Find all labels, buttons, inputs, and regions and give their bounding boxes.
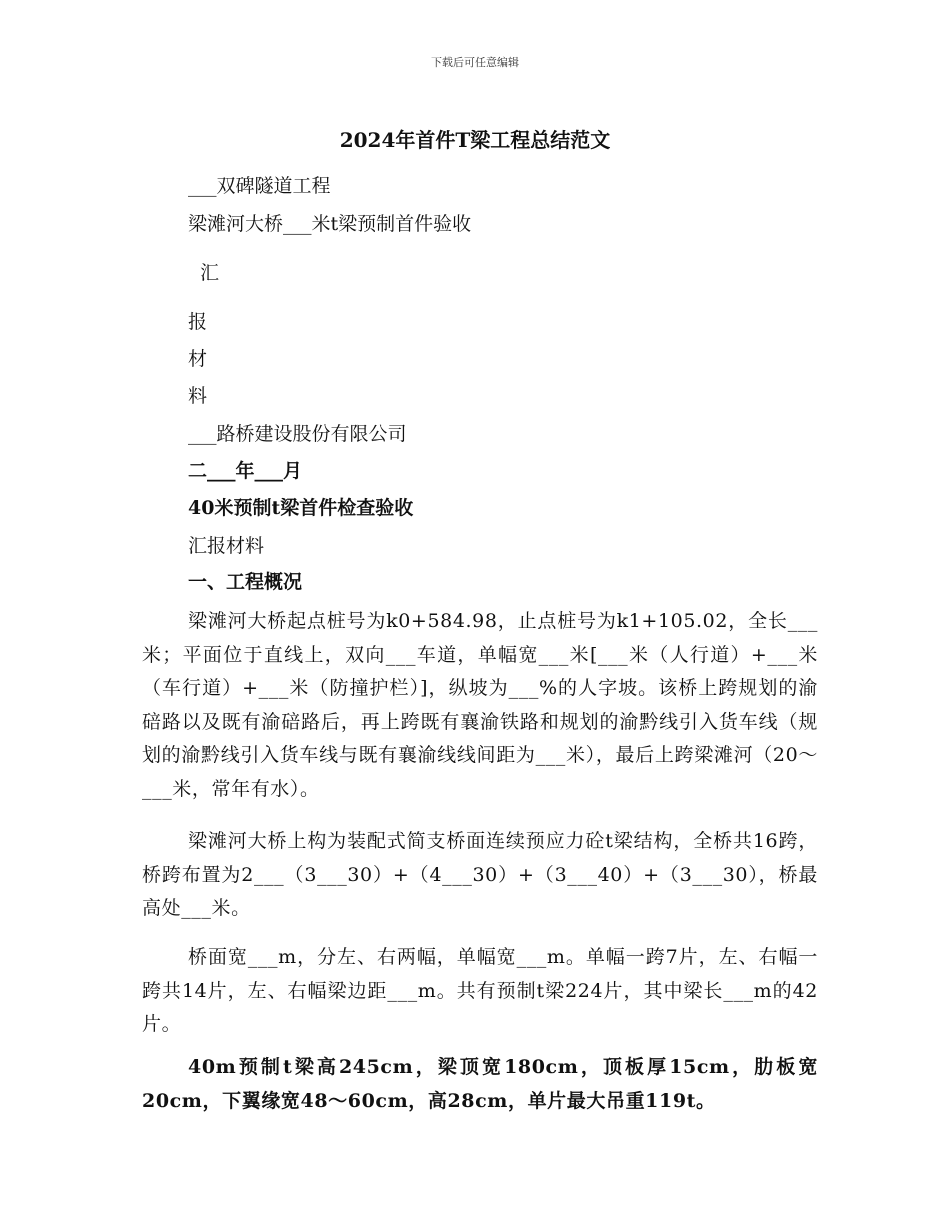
report-materials-line: 汇报材料 [188, 535, 265, 557]
document-title: 2024年首件T梁工程总结范文 [339, 128, 611, 152]
vertical-char-hui: 汇 [200, 262, 220, 284]
section-heading-inspection: 40米预制t梁首件检查验收 [188, 497, 414, 519]
vertical-char-bao: 报 [188, 311, 208, 333]
paragraph-superstructure: 梁滩河大桥上构为装配式简支桥面连续预应力砼t梁结构，全桥共16跨，桥跨布置为2___（3___30）+（4___30）+（3___40）+（3___30），桥最高处___米。 [142, 830, 818, 919]
project-name-line: ___双碑隧道工程 [188, 175, 331, 197]
vertical-char-cai: 材 [188, 348, 208, 370]
acceptance-subject-line: 梁滩河大桥___米t梁预制首件验收 [188, 213, 472, 235]
paragraph-beam-dimensions: 40m预制t梁高245cm，梁顶宽180cm，顶板厚15cm，肋板宽20cm，下翼缘宽48～60cm，高28cm，单片最大吊重119t。 [142, 1056, 818, 1112]
section-heading-overview: 一、工程概况 [188, 571, 303, 593]
paragraph-deck-width: 桥面宽___m，分左、右两幅，单幅宽___m。单幅一跨7片，左、右幅一跨共14片，左、右幅梁边距___m。共有预制t梁224片，其中梁长___m的42片。 [142, 946, 818, 1035]
header-note: 下载后可任意编辑 [431, 56, 519, 69]
date-line: 二___年___月 [188, 460, 303, 482]
paragraph-bridge-location: 梁滩河大桥起点桩号为k0+584.98，止点桩号为k1+105.02，全长___米；平面位于直线上，双向___车道，单幅宽___米[___米（人行道）+___米（车行道）+___米（防撞护栏）]，纵坡为___%的人字坡。该桥上跨规划的渝碚路以及既有渝碚路后，再上跨既有襄渝铁路和规划的渝黔线引入货车线（规划的渝黔线引入货车线与既有襄渝线线间距为___米），最后上跨梁滩河（20～___米，常年有水）。 [142, 610, 818, 800]
vertical-char-liao: 料 [188, 385, 208, 407]
company-name-line: ___路桥建设股份有限公司 [188, 423, 407, 445]
